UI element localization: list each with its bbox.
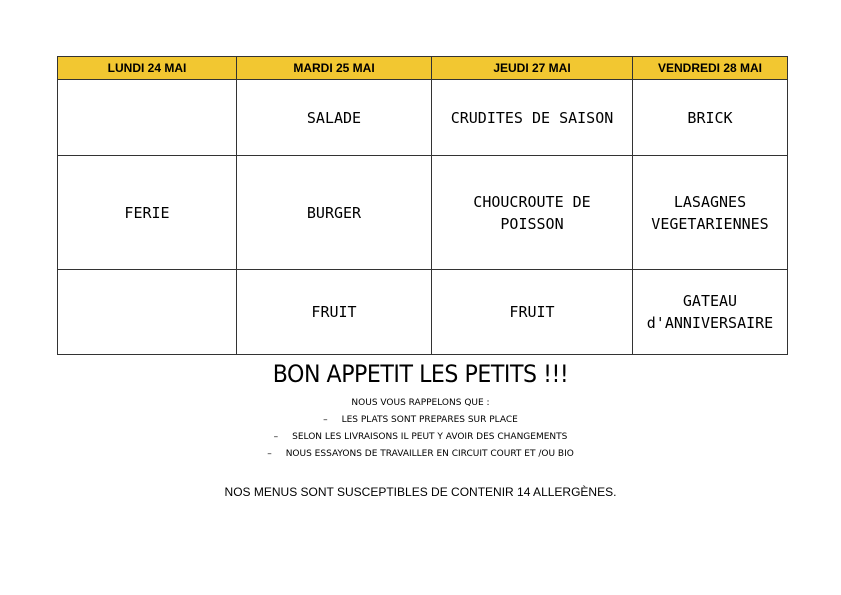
menu-cell: BRICK (633, 80, 788, 156)
menu-table (57, 56, 788, 355)
day-header-vendredi: VENDREDI 28 MAI (633, 57, 788, 80)
menu-cell: SALADE (237, 80, 432, 156)
bon-appetit-title: BON APPETIT LES PETITS !!! (272, 360, 569, 388)
menu-cell: FRUIT (432, 270, 633, 355)
menu-cell: LASAGNES VEGETARIENNES (633, 156, 788, 270)
menu-row-main (58, 156, 788, 270)
menu-cell: CRUDITES DE SAISON (432, 80, 633, 156)
menu-cell: CHOUCROUTE DE POISSON (432, 156, 633, 270)
menu-cell: BURGER (237, 156, 432, 270)
menu-cell: FRUIT (237, 270, 432, 355)
menu-cell: FERIE (58, 156, 237, 270)
menu-row-starter (58, 80, 788, 156)
menu-cell (58, 80, 237, 156)
day-header-mardi: MARDI 25 MAI (237, 57, 432, 80)
notes-item (0, 412, 841, 429)
notes-intro: NOUS VOUS RAPPELONS QUE : (351, 398, 490, 408)
notes-item (0, 446, 841, 463)
notes-item-text: NOUS ESSAYONS DE TRAVAILLER EN CIRCUIT COURT ET /OU BIO (285, 449, 574, 459)
menu-cell: GATEAU d'ANNIVERSAIRE (633, 270, 788, 355)
bullet-dash: – (323, 415, 328, 425)
notes-item-text: SELON LES LIVRAISONS IL PEUT Y AVOIR DES CHANGEMENTS (292, 432, 568, 442)
bullet-dash: – (273, 432, 279, 442)
bullet-dash: – (267, 449, 272, 459)
day-header-jeudi: JEUDI 27 MAI (432, 57, 633, 80)
day-header-lundi: LUNDI 24 MAI (58, 57, 237, 80)
allergens-notice: NOS MENUS SONT SUSCEPTIBLES DE CONTENIR 14 ALLERGÈNES. (224, 485, 617, 499)
menu-cell (58, 270, 237, 355)
notes-item-text: LES PLATS SONT PREPARES SUR PLACE (341, 415, 518, 425)
menu-row-dessert (58, 270, 788, 355)
menu-header-row (58, 57, 788, 80)
notes-block (0, 395, 841, 463)
notes-item (0, 429, 841, 446)
